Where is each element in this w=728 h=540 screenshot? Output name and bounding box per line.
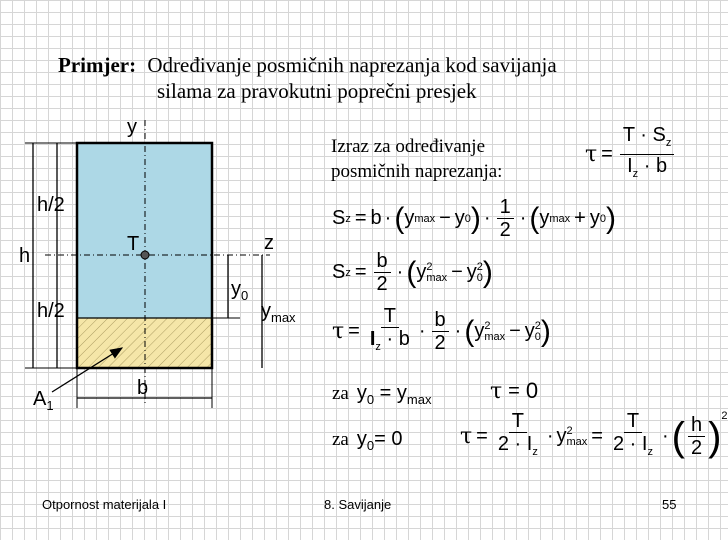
label-h-half-bottom: h/2: [37, 300, 65, 322]
label-h-half-top: h/2: [37, 194, 65, 216]
label-y-axis: y: [127, 116, 137, 138]
formula-tau-general: τ = $\frac{T \cdot S_z}{I_z \cdot b}$: [585, 124, 677, 185]
formula-tau-substituted: τ = $\frac{T}{I_z \cdot b}$ · $\frac{b}{2}$ · ( y 2 max − y 2 0 ): [332, 305, 551, 354]
title-line1: Određivanje posmičnih naprezanja kod savijanja: [147, 53, 557, 77]
label-centroid: T: [127, 233, 140, 255]
expression-line2: posmičnih naprezanja:: [331, 161, 503, 182]
label-z-axis: z: [264, 232, 274, 254]
formula-tau-zero: τ = 0: [490, 378, 539, 404]
footer-chapter: 8. Savijanje: [324, 497, 392, 512]
title-label: Primjer:: [58, 53, 137, 77]
label-h: h: [19, 245, 31, 267]
case-ymax: za $y_0 = y_{max}$: [332, 382, 432, 407]
title-line2: silama za pravokutni poprečni presjek: [157, 79, 477, 103]
footer-course: Otpornost materijala I: [42, 497, 167, 512]
case-y0-zero: za $y_0= 0$: [332, 428, 403, 453]
label-y0: $y_0$: [231, 278, 249, 303]
label-ymax: $y_{max}$: [261, 300, 296, 325]
label-width-b: b: [137, 377, 149, 399]
footer-page-number: 55: [662, 497, 677, 512]
formula-sz-simplified: S z = $\frac{b}{2}$ · ( y 2 max − y 2 0 ): [332, 250, 493, 295]
formula-tau-max: τ = $\frac{T}{2 \cdot I_z}$ · y 2 max = $\frac{T}{2 \cdot I_z}$ · ( $\frac{h}{2}$ ) $^2$: [460, 410, 728, 459]
formula-sz-expanded: S z = b · ( y max − y 0 ) · $\frac{1}{2}$ · ( y max + y 0 ): [332, 196, 616, 241]
expression-line1: Izraz za određivanje: [331, 136, 486, 157]
label-area-a1: $A_1$: [33, 388, 54, 413]
centroid-point: [141, 251, 149, 259]
